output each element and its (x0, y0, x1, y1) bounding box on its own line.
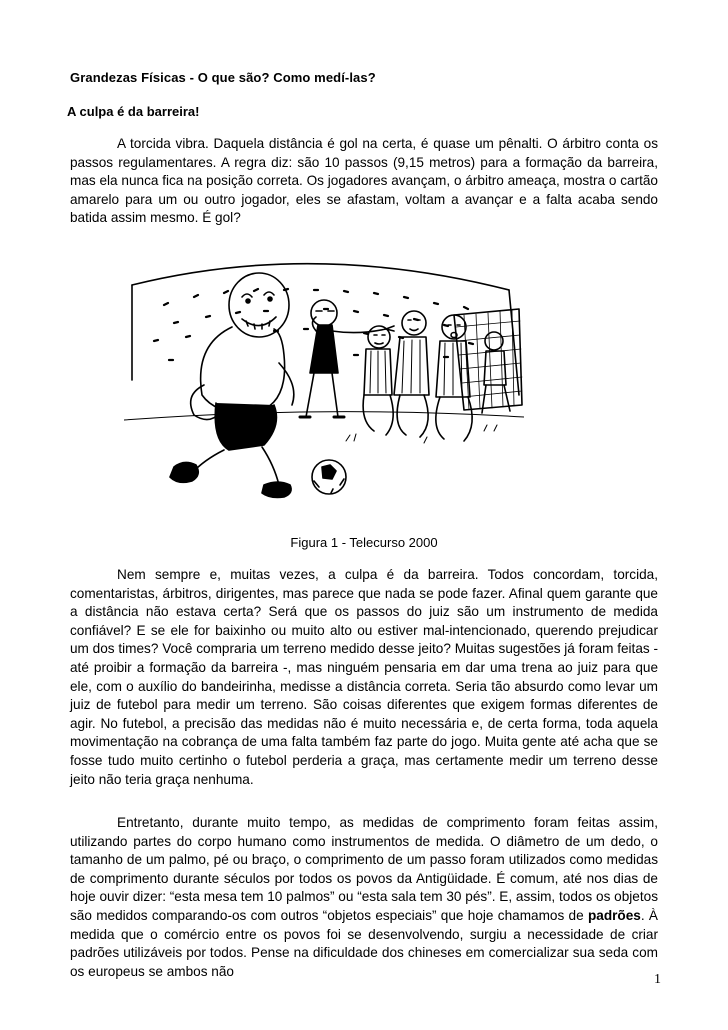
section-subtitle: A culpa é da barreira! (67, 104, 200, 119)
paragraph-3-text-end: . À medida que o comércio entre os povos foi se desenvolvendo, surgiu a necessidade de criar padrões utilizáveis por todos. Pense na dificuldade dos chineses em comercializar sua seda com os europeus se ambos não (70, 907, 658, 979)
figure-caption: Figura 1 - Telecurso 2000 (290, 535, 438, 550)
paragraph-3 (70, 814, 658, 981)
document-title: Grandezas Físicas - O que são? Como medí-las? (70, 70, 376, 85)
paragraph-1: A torcida vibra. Daquela distância é gol na certa, é quase um pênalti. O árbitro conta os passos regulamentares. A regra diz: são 10 passos (9,15 metros) para a formação da barreira, mas ela nunca fica na posição correta. Os jogadores avançam, o árbitro ameaça, mostra o cartão amarelo para um ou outro jogador, eles se afastam, voltam a avançar e a falta acaba sendo batida assim mesmo. É gol? (70, 136, 658, 226)
paragraph-2: Nem sempre e, muitas vezes, a culpa é da barreira. Todos concordam, torcida, comentaristas, árbitros, dirigentes, mas parece que nada se pode fazer. Afinal quem garante que a distância não estava certa? Será que os passos do juiz são um instrumento de medida confiável? E se ele for baixinho ou muito alto ou estiver mal-intencionado, querendo prejudicar um dos times? Você compraria um terreno medido desse jeito? Muitas sugestões já foram feitas - até proibir a formação da barreira -, mas ninguém pensaria em dar uma trena ao juiz para que ele, com o auxílio do bandeirinha, medisse a distância correta. Seria tão absurdo como levar um juiz de futebol para medir um terreno. São coisas diferentes que exigem formas diferentes de agir. No futebol, a precisão das medidas não é muito necessária e, de certa forma, toda aquela movimentação na cobrança de uma falta também faz parte do jogo. Muita gente até acha que se fosse tudo muito certinho o futebol perderia a graça, mas certamente medir um terreno desse jeito não teria graça nenhuma. (70, 567, 658, 787)
soccer-cartoon-illustration (124, 245, 524, 510)
paragraph-3-text-start: Entretanto, durante muito tempo, as medidas de comprimento foram feitas assim, utilizando partes do corpo humano como instrumentos de medida. O diâmetro de um dedo, o tamanho de um palmo, pé ou braço, o comprimento de um passo foram utilizados como medidas de comprimento durante séculos por todos os povos da Antigüidade. É comum, até nos dias de hoje ouvir dizer: “esta mesa tem 10 palmos” ou “esta sala tem 30 pés”. E, assim, todos os objetos são medidos comparando-os com outros “objetos especiais” que hoje chamamos de (70, 815, 658, 923)
paragraph-3-bold-term: padrões (587, 907, 641, 923)
page-number: 1 (654, 972, 661, 987)
